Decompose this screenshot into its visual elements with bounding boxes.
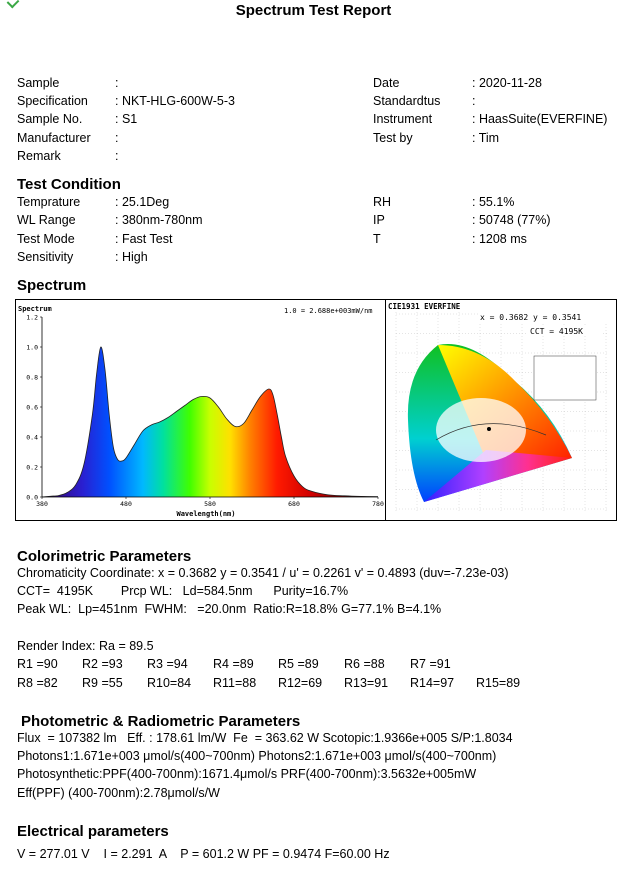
info-value: : NKT-HLG-600W-5-3 [115,94,235,108]
info-value: : [472,94,476,108]
info-label: Standardtus [373,94,441,108]
info-value: : Tim [472,131,500,145]
condition-value: : 50748 (77%) [472,213,551,227]
r-value: R1 =90 [17,657,58,671]
info-label: Sample No. [17,112,83,126]
info-label: Manufacturer [17,131,91,145]
r-value: R15=89 [476,676,521,690]
x-tick-label: 780 [372,500,384,508]
y-tick-label: 1.0 [26,343,38,352]
info-value: : S1 [115,112,138,126]
y-tick-label: 0.2 [26,463,38,472]
chromaticity-line: Chromaticity Coordinate: x = 0.3682 y = 0.3541 / u' = 0.2261 v' = 0.4893 (duv=-7.23e-03) [17,566,509,580]
x-tick-label: 480 [120,500,132,508]
x-tick-label: 580 [204,500,216,508]
info-label: Test by [373,131,413,145]
cie-chart-panel [385,299,617,521]
info-label: Remark [17,149,61,163]
peak-line: Peak WL: Lp=451nm FWHM: =20.0nm Ratio:R=18.8% G=77.1% B=4.1% [17,602,442,616]
cie-diagram [386,300,616,520]
cie-xy: x = 0.3682 y = 0.3541 [480,313,582,322]
render-index: Render Index: Ra = 89.5 [17,639,154,653]
electrical-line: V = 277.01 V I = 2.291 A P = 601.2 W PF = 0.9474 F=60.00 Hz [17,847,390,861]
y-tick-label: 0.6 [26,403,38,412]
y-tick-label: 0.8 [26,373,38,382]
r-value: R7 =91 [410,657,451,671]
eff-ppf-line: Eff(PPF) (400-700nm):2.78μmol/s/W [17,786,220,800]
test-condition-heading: Test Condition [17,176,121,193]
flux-line: Flux = 107382 lm Eff. : 178.61 lm/W Fe = 363.62 W Scotopic:1.9366e+005 S/P:1.8034 [17,731,513,745]
info-label: Specification [17,94,88,108]
condition-value: : 1208 ms [472,232,527,246]
info-value: : [115,131,119,145]
r-value: R4 =89 [213,657,254,671]
r-value: R13=91 [344,676,389,690]
r-value: R10=84 [147,676,192,690]
r-value: R12=69 [278,676,323,690]
spectrum-heading: Spectrum [17,277,87,294]
info-value: : [115,149,119,163]
spectrum-area [42,347,378,497]
x-tick-label: 680 [288,500,300,508]
photons-line: Photons1:1.671e+003 μmol/s(400~700nm) Photons2:1.671e+003 μmol/s(400~700nm) [17,749,497,763]
r-value: R3 =94 [147,657,188,671]
r-value: R6 =88 [344,657,385,671]
condition-label: WL Range [17,213,76,227]
photometric-heading: Photometric & Radiometric Parameters [21,713,301,730]
condition-value: : 380nm-780nm [115,213,203,227]
r-value: R9 =55 [82,676,123,690]
cct-line: CCT= 4195K Prcp WL: Ld=584.5nm Purity=16.7% [17,584,349,598]
r-value: R14=97 [410,676,455,690]
colorimetric-heading: Colorimetric Parameters [17,548,192,565]
condition-value: : 55.1% [472,195,515,209]
r-value: R5 =89 [278,657,319,671]
spectrum-chart-panel [15,299,387,521]
r-value: R2 =93 [82,657,123,671]
condition-label: RH [373,195,392,209]
condition-label: Sensitivity [17,250,74,264]
info-label: Sample [17,76,60,90]
info-value: : [115,76,119,90]
info-value: : 2020-11-28 [472,76,542,90]
info-label: Instrument [373,112,433,126]
y-tick-label: 0.4 [26,433,38,442]
condition-label: Temprature [17,195,81,209]
y-tick-label: 0.0 [26,493,38,502]
report-title: Spectrum Test Report [235,2,392,19]
condition-label: Test Mode [17,232,75,246]
cie-cct: CCT = 4195K [530,327,583,336]
condition-label: T [373,232,381,246]
condition-value: : Fast Test [115,232,173,246]
cie-legend-box [534,356,596,400]
condition-value: : 25.1Deg [115,195,170,209]
chart-label: Spectrum [18,305,52,313]
chromaticity-point [487,427,491,431]
info-value: : HaasSuite(EVERFINE) [472,112,608,126]
cie-title: CIE1931 EVERFINE [388,302,461,311]
x-tick-label: 380 [36,500,48,508]
scale-note: 1.0 = 2.688e+003mW/nm [284,307,373,315]
r-value: R11=88 [213,676,257,690]
r-value: R8 =82 [17,676,58,690]
x-axis-label: Wavelength(nm) [176,510,236,518]
condition-label: IP [373,213,385,227]
condition-value: : High [115,250,148,264]
y-tick-label: 1.2 [26,313,38,322]
cie-white-region [436,398,526,462]
info-label: Date [373,76,400,90]
ppf-line: Photosynthetic:PPF(400-700nm):1671.4μmol/s PRF(400-700nm):3.5632e+005mW [17,767,477,781]
electrical-heading: Electrical parameters [17,823,169,840]
spectrum-chart [16,300,386,520]
